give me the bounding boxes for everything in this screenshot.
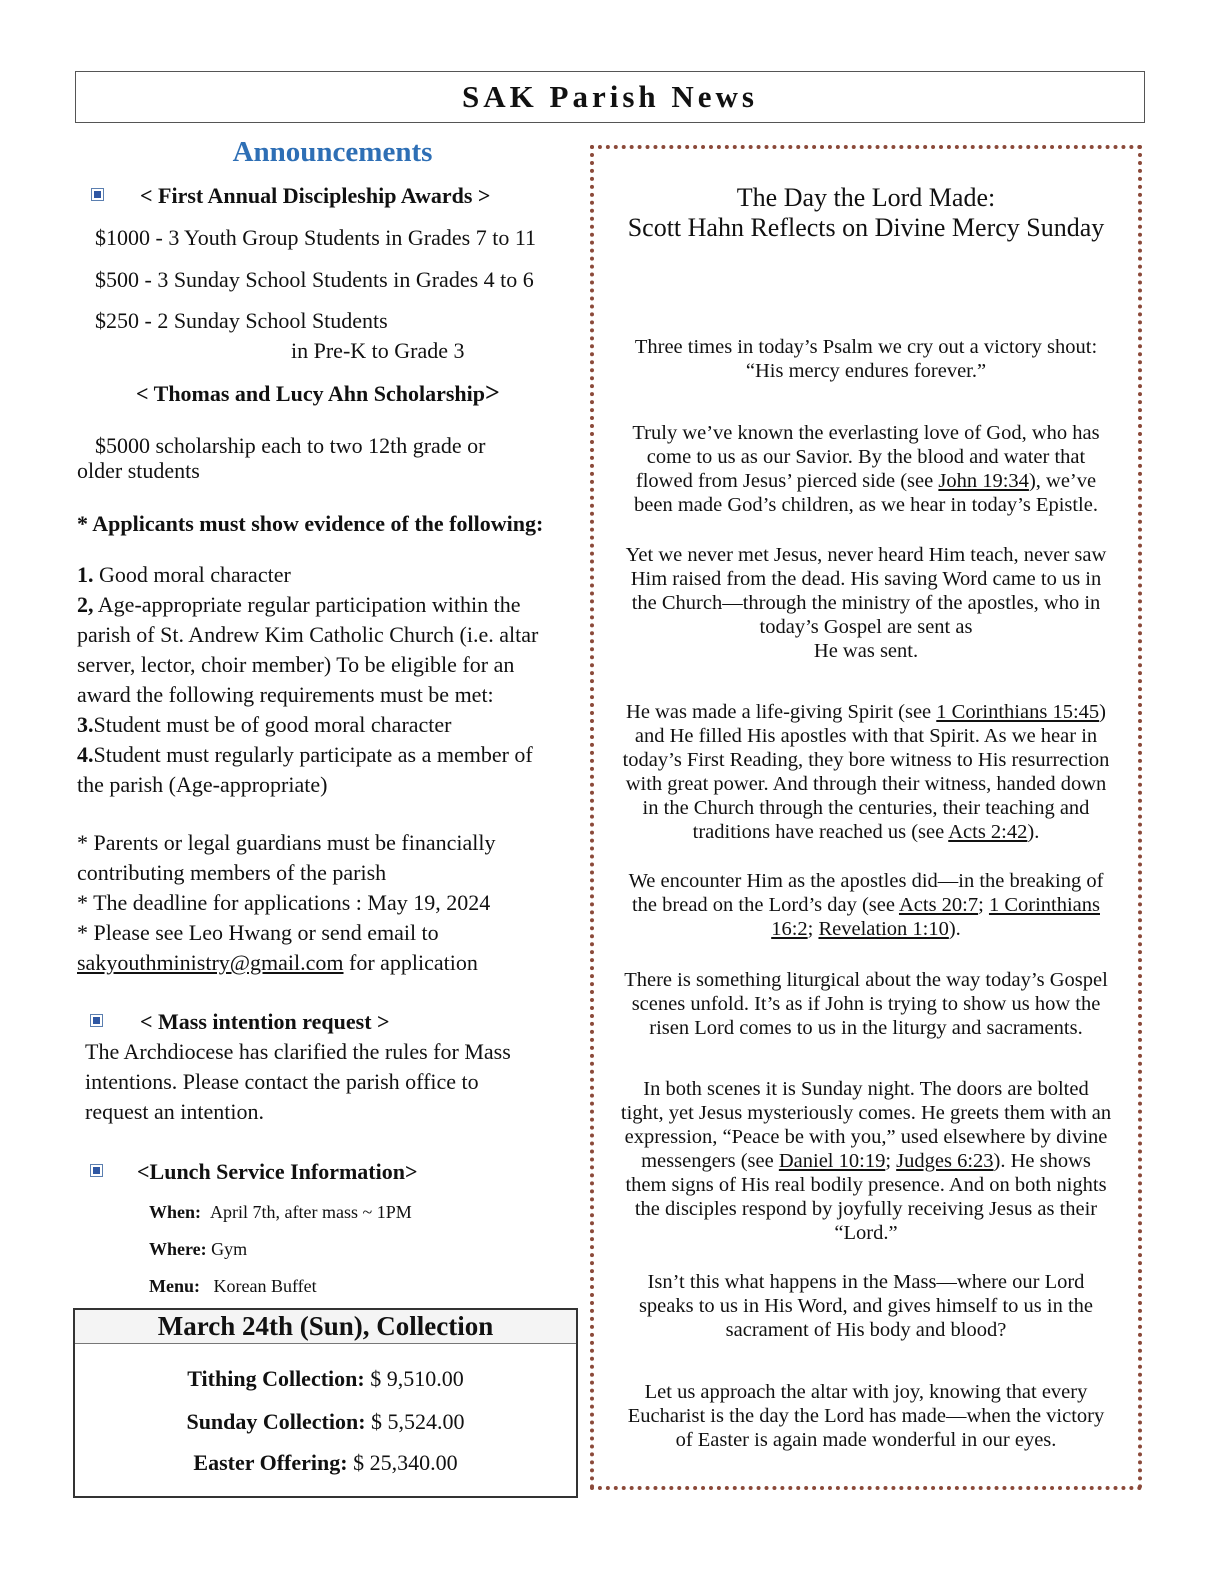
awards-title: < First Annual Discipleship Awards > — [140, 183, 491, 208]
scripture-link[interactable]: John 19:34 — [938, 470, 1029, 492]
scripture-link[interactable]: Acts 20:7 — [898, 894, 979, 916]
requirement-line: 2, Age-appropriate regular participation within the — [77, 592, 521, 617]
note-line: * Parents or legal guardians must be financially — [77, 830, 496, 855]
lunch-when: When: April 7th, after mass ~ 1PM — [149, 1202, 412, 1222]
mass-intention-line: The Archdiocese has clarified the rules for Mass — [85, 1039, 511, 1064]
scripture-link[interactable]: 1 Corinthians — [988, 894, 1100, 916]
note-line: contributing members of the parish — [77, 860, 387, 885]
award-line: in Pre-K to Grade 3 — [291, 338, 465, 363]
article-paragraph: There is something liturgical about the way today’s Gospel scenes unfold. It’s as if John is trying to show us how the risen Lord comes to us in the liturgy and sacraments. — [624, 969, 1108, 1039]
article-subtitle: Scott Hahn Reflects on Divine Mercy Sunday — [627, 213, 1105, 242]
article-paragraph: Truly we’ve known the everlasting love of God, who has come to us as our Savior. By the blood and water that flowed from Jesus’ pierced side (see John 19:34), we’ve been made God’s children, as we hear in today’s Epistle. — [632, 422, 1100, 516]
announcements-heading: Announcements — [232, 136, 433, 168]
article-paragraph: Let us approach the altar with joy, knowing that every Eucharist is the day the Lord has made—when the victory of Easter is again made wonderful in our eyes. — [627, 1381, 1105, 1451]
note-line: * Please see Leo Hwang or send email to — [77, 920, 439, 945]
mass-intention-title: < Mass intention request > — [140, 1009, 390, 1034]
collection-box — [73, 1308, 578, 1498]
scripture-link[interactable]: Daniel 10:19 — [778, 1150, 886, 1172]
scripture-link[interactable]: Revelation 1:10 — [818, 918, 949, 940]
requirement-line: award the following requirements must be met: — [77, 682, 494, 707]
requirement-line: 4.Student must regularly participate as a member of — [77, 742, 533, 767]
requirement-line: 3.Student must be of good moral character — [77, 712, 452, 737]
award-line: $250 - 2 Sunday School Students — [95, 308, 388, 333]
article-paragraph: Isn’t this what happens in the Mass—where our Lord speaks to us in His Word, and gives himself to us in the sacrament of His body and blood? — [638, 1271, 1094, 1341]
checkbox-bullet-icon — [90, 1014, 103, 1027]
article-box — [590, 145, 1142, 1490]
newsletter-title: SAK Parish News — [462, 79, 758, 114]
collection-title: March 24th (Sun), Collection — [75, 1310, 576, 1344]
article-paragraph: Three times in today’s Psalm we cry out a victory shout: “His mercy endures forever.” — [634, 336, 1098, 382]
sunday-collection: Sunday Collection: $ 5,524.00 — [186, 1409, 465, 1434]
requirement-line: the parish (Age-appropriate) — [77, 772, 328, 797]
lunch-menu: Menu: Korean Buffet — [149, 1276, 317, 1296]
scholarship-desc: older students — [77, 458, 200, 483]
scholarship-desc: $5000 scholarship each to two 12th grade or — [95, 433, 486, 458]
lunch-title: <Lunch Service Information> — [137, 1159, 418, 1184]
lunch-where: Where: Gym — [149, 1239, 248, 1259]
article-paragraph: In both scenes it is Sunday night. The doors are bolted tight, yet Jesus mysteriously comes. He greets them with an expression, “Peace be with you,” used elsewhere by divine messengers (see Daniel 10:19; Judges 6:23). He shows them signs of His real bodily presence. And on both nights the disciples respond by joyfully receiving Jesus as their “Lord.” — [620, 1078, 1112, 1244]
checkbox-bullet-icon — [90, 1164, 103, 1177]
article-paragraph: Yet we never met Jesus, never heard Him teach, never saw Him raised from the dead. His saving Word came to us in the Church—through the ministry of the apostles, who in today’s Gospel are sent as He was sent. — [625, 544, 1107, 662]
mass-intention-line: request an intention. — [85, 1099, 265, 1124]
checkbox-bullet-icon — [91, 188, 104, 201]
requirements-heading: * Applicants must show evidence of the following: — [77, 511, 544, 536]
award-line: $500 - 3 Sunday School Students in Grades 4 to 6 — [95, 267, 534, 292]
article-paragraph: He was made a life-giving Spirit (see 1 Corinthians 15:45) and He filled His apostles with that Spirit. As we hear in today’s First Reading, they bore witness to His resurrection with great power. And through their witness, handed down in the Church through the centuries, their teaching and traditions have reached us (see Acts 2:42). — [622, 701, 1110, 843]
requirement-line: 1. Good moral character — [77, 562, 291, 587]
article-paragraph: We encounter Him as the apostles did—in the breaking of the bread on the Lord’s day (see Acts 20:7; 1 Corinthians 16:2; Revelation 1:10). — [628, 870, 1104, 940]
scripture-link[interactable]: Acts 2:42 — [948, 821, 1028, 843]
article-title: The Day the Lord Made: — [736, 183, 996, 212]
email-line: sakyouthministry@gmail.com for application — [77, 950, 478, 975]
scripture-link[interactable]: Judges 6:23 — [896, 1150, 994, 1172]
award-line: $1000 - 3 Youth Group Students in Grades 7 to 11 — [95, 225, 537, 250]
mass-intention-line: intentions. Please contact the parish office to — [85, 1069, 479, 1094]
note-line: * The deadline for applications : May 19, 2024 — [77, 890, 491, 915]
masthead — [75, 71, 1145, 123]
requirement-line: server, lector, choir member) To be eligible for an — [77, 652, 515, 677]
email-link[interactable]: sakyouthministry@gmail.com — [77, 950, 344, 975]
scholarship-title: < Thomas and Lucy Ahn Scholarship> — [136, 378, 500, 407]
requirement-line: parish of St. Andrew Kim Catholic Church (i.e. altar — [77, 622, 539, 647]
scripture-link[interactable]: 1 Corinthians 15:45 — [936, 701, 1100, 723]
scripture-link[interactable]: 16:2 — [771, 918, 808, 940]
easter-offering: Easter Offering: $ 25,340.00 — [193, 1450, 458, 1475]
tithing-collection: Tithing Collection: $ 9,510.00 — [187, 1366, 464, 1391]
